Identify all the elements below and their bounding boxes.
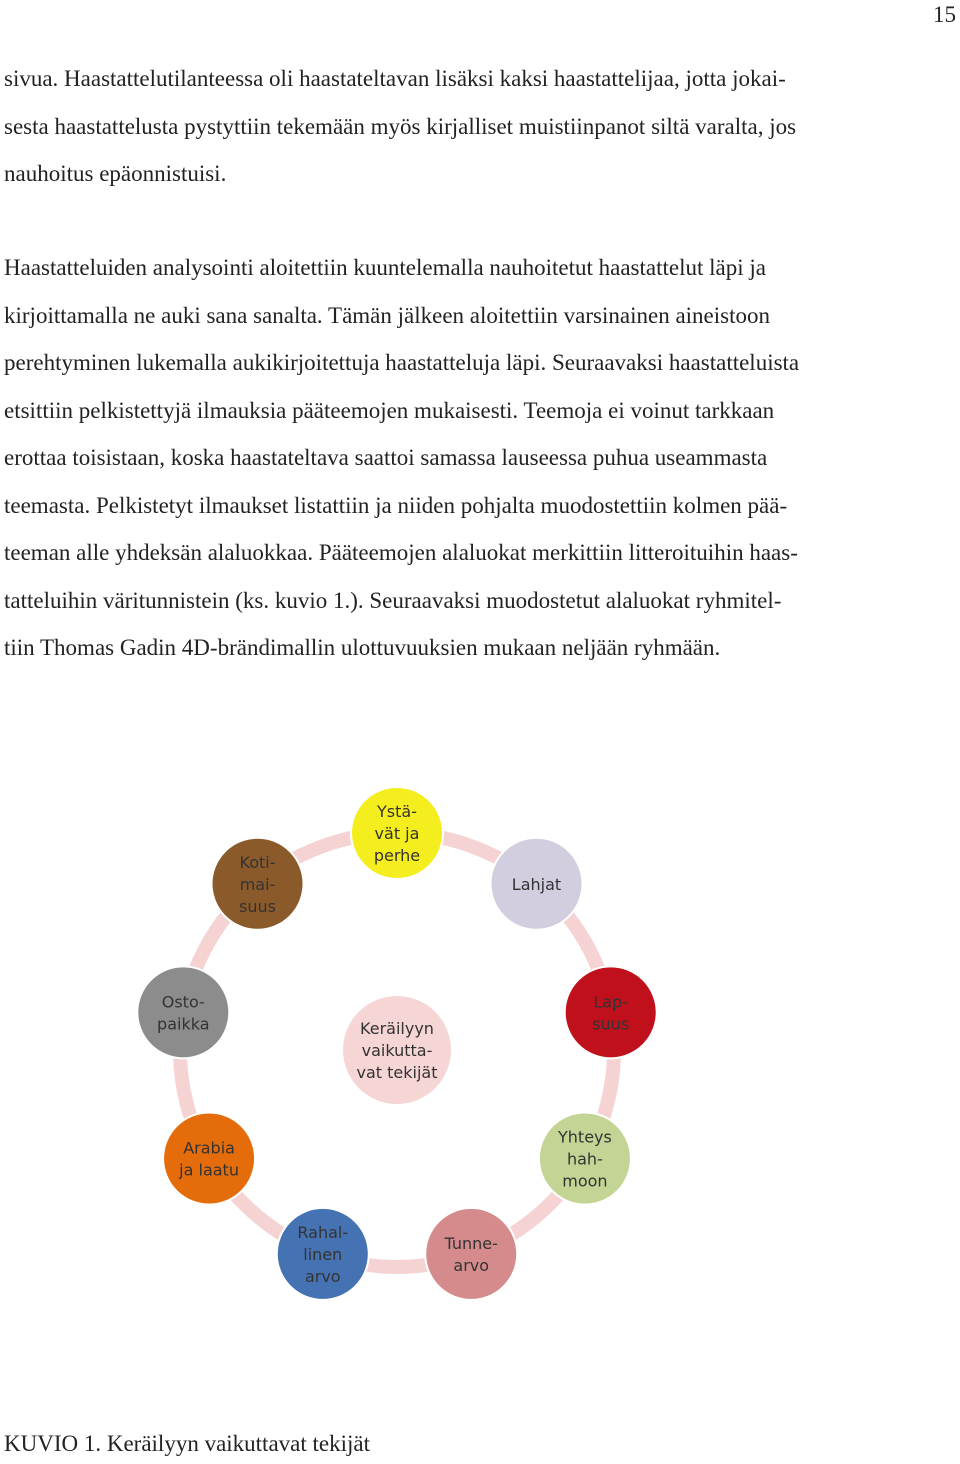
text-line: perehtyminen lukemalla aukikirjoitettuja haastatteluja läpi. Seuraavaksi haastatteluista	[4, 350, 800, 375]
node-lapsuus	[565, 966, 657, 1058]
text-line: tatteluihin väritunnistein (ks. kuvio 1.). Seuraavaksi muodostetut alaluokat ryhmitel-	[4, 587, 782, 613]
node-kotimaisuus-label: mai-	[239, 874, 276, 894]
text-line: teeman alle yhdeksän alaluokkaa. Pääteemojen alaluokat merkittiin litteroituihin haas-	[4, 540, 798, 565]
node-lapsuus-circle	[565, 966, 657, 1058]
node-rahallinen-label: arvo	[304, 1266, 341, 1286]
node-ostopaikka-circle	[137, 966, 229, 1058]
node-ostopaikka	[137, 966, 229, 1058]
node-lapsuus-label: Lap-	[593, 992, 629, 1012]
node-ostopaikka-label: Osto-	[161, 992, 205, 1012]
node-tunnearvo-label: Tunne-	[444, 1233, 498, 1253]
figure-caption: KUVIO 1. Keräilyyn vaikuttavat tekijät	[4, 1431, 370, 1456]
node-ystavat-label: perhe	[373, 846, 421, 865]
node-yhteys-label: hah-	[566, 1149, 603, 1169]
text-line: tiin Thomas Gadin 4D-brändimallin ulottuvuuksien mukaan neljään ryhmään.	[4, 635, 721, 660]
text-line: teemasta. Pelkistetyt ilmaukset listattiin ja niiden pohjalta muodostettiin kolmen pää-	[4, 492, 788, 518]
node-ostopaikka-label: paikka	[157, 1014, 210, 1034]
node-lahjat-label: Lahjat	[511, 874, 562, 894]
node-ystavat-label: vät ja	[374, 824, 420, 843]
center-node	[342, 995, 452, 1105]
center	[342, 995, 452, 1105]
node-lahjat	[490, 838, 582, 930]
node-tunnearvo	[425, 1208, 517, 1300]
text-line: Haastatteluiden analysointi aloitettiin kuuntelemalla nauhoitetut haastattelut läpi ja	[4, 255, 766, 280]
node-arabia-label: Arabia	[183, 1138, 235, 1158]
node-yhteys	[539, 1113, 631, 1205]
node-arabia	[163, 1113, 255, 1205]
node-kotimaisuus-label: suus	[239, 896, 276, 916]
text-line: nauhoitus epäonnistuisi.	[4, 161, 227, 186]
page-number: 15	[933, 2, 956, 27]
node-yhteys-label: Yhteys	[558, 1127, 612, 1147]
node-kotimaisuus-label: Koti-	[239, 852, 276, 872]
node-yhteys-label: moon	[562, 1171, 608, 1191]
center-label: Keräilyyn	[360, 1019, 434, 1038]
node-tunnearvo-label: arvo	[453, 1255, 490, 1275]
cycle-diagram	[0, 760, 960, 1360]
node-rahallinen-label: Rahal-	[297, 1222, 349, 1242]
node-rahallinen	[277, 1208, 369, 1300]
center-label: vat tekijät	[356, 1063, 438, 1082]
node-ystavat	[351, 787, 443, 879]
node-tunnearvo-circle	[425, 1208, 517, 1300]
text-line: kirjoittamalla ne auki sana sanalta. Tämän jälkeen aloitettiin varsinainen aineistoon	[4, 302, 770, 328]
text-line: sesta haastattelusta pystyttiin tekemään myös kirjalliset muistiinpanot siltä varalta, jos	[4, 113, 797, 139]
node-ystavat-label: Ystä-	[377, 802, 417, 821]
paragraph-1	[4, 55, 954, 198]
text-line: etsittiin pelkistettyjä ilmauksia pääteemojen mukaisesti. Teemoja ei voinut tarkkaan	[4, 397, 775, 423]
node-lapsuus-label: suus	[592, 1014, 630, 1034]
node-kotimaisuus	[212, 838, 304, 930]
node-arabia-label: ja laatu	[179, 1160, 239, 1180]
text-line: erottaa toisistaan, koska haastateltava saattoi samassa lauseessa puhua useammasta	[4, 445, 768, 470]
paragraph-2	[4, 244, 954, 672]
node-rahallinen-label: linen	[303, 1244, 343, 1264]
center-label: vaikutta-	[361, 1041, 433, 1060]
text-line: sivua. Haastattelutilanteessa oli haastateltavan lisäksi kaksi haastattelijaa, jotta jokai-	[4, 66, 786, 91]
node-arabia-circle	[163, 1113, 255, 1205]
